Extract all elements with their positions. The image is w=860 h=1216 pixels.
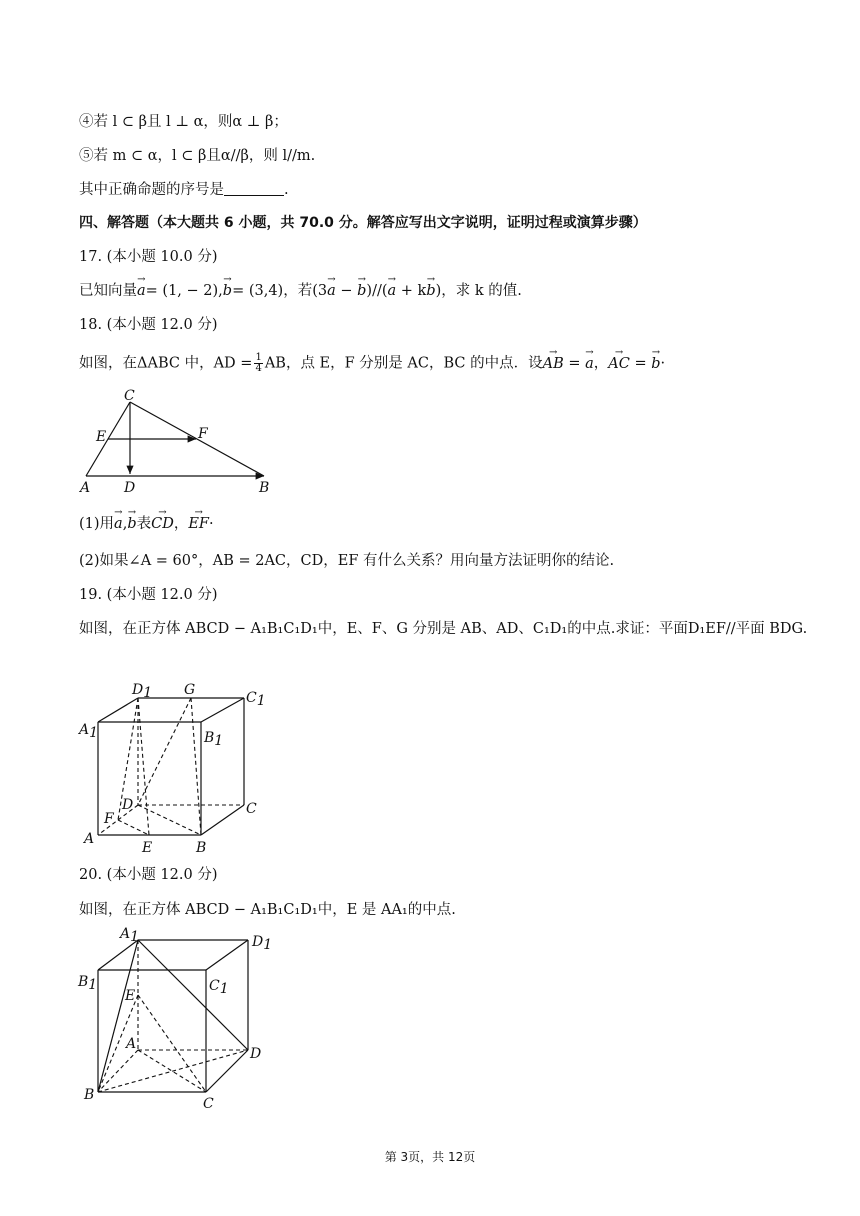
cube-figure-q20 <box>76 922 276 1112</box>
triangle-figure <box>76 386 286 496</box>
part1-comma: , <box>122 516 128 532</box>
vector-a-2: → a <box>327 281 336 301</box>
label-a: A <box>84 831 95 847</box>
part1-a: (1)用 <box>79 516 115 532</box>
q17-text-c: = (3,4)，若(3 <box>232 283 328 299</box>
vector-a: → a <box>137 281 146 301</box>
q17-text-a: 已知向量 <box>79 283 137 299</box>
q18-stem-a: 如图，在ΔABC 中，AD = <box>79 355 253 372</box>
label-c1: C1 <box>246 690 266 709</box>
vector-a-3: → a <box>388 281 397 301</box>
q18-stem-b: AB，点 E，F 分别是 AC，BC 的中点．设 <box>264 355 543 372</box>
fill-blank-prompt <box>79 180 289 200</box>
label-e: E <box>96 429 107 445</box>
part1-vector-a: → a <box>114 514 123 534</box>
vector-ac: → AC <box>608 354 630 374</box>
label-g: G <box>184 682 196 698</box>
q17-text <box>79 281 522 301</box>
page-footer: 第 3页，共 12页 <box>384 1150 476 1164</box>
q18-sep: ， <box>593 355 609 372</box>
label-d1: D1 <box>252 934 273 953</box>
q18-header: 18. (本小题 12.0 分) <box>79 317 218 333</box>
label-a1: A1 <box>79 722 99 741</box>
part1-vector-b: → b <box>127 514 136 534</box>
q17-header: 17. (本小题 10.0 分) <box>79 249 218 265</box>
q18-eq1: = <box>563 355 586 372</box>
fill-prompt-text: 其中正确命题的序号是 <box>79 182 224 198</box>
q18-eq2: = <box>629 355 652 372</box>
vector-ab: → AB <box>543 354 564 374</box>
q19-header: 19. (本小题 12.0 分) <box>79 587 218 603</box>
q18-part1 <box>79 514 214 534</box>
vector-b: → b <box>223 281 232 301</box>
label-b: B <box>196 840 207 856</box>
label-b1: B1 <box>204 730 224 749</box>
label-d1: D1 <box>132 682 153 701</box>
q18-dot: · <box>660 355 666 372</box>
q20-text: 如图，在正方体 ABCD − A₁B₁C₁D₁中，E 是 AA₁的中点. <box>79 902 456 918</box>
q18-part2: (2)如果∠A = 60°，AB = 2AC，CD，EF 有什么关系？用向量方法证明你的结论. <box>79 553 615 569</box>
frac-den: 4 <box>255 363 262 374</box>
vector-b-2: → b <box>357 281 366 301</box>
proposition-5: ⑤若 m ⊂ α，l ⊂ β且α//β，则 l//m. <box>79 148 316 164</box>
label-a: A <box>80 480 91 496</box>
label-b1: B1 <box>78 974 98 993</box>
label-e: E <box>142 840 153 856</box>
label-d: D <box>122 797 134 813</box>
vector-b-def: → b <box>651 354 660 374</box>
q17-text-f: + k <box>396 283 427 299</box>
frac-num: 1 <box>255 352 262 363</box>
part1-vector-cd: → CD <box>151 514 174 534</box>
label-b: B <box>84 1087 95 1103</box>
part1-vector-ef: → EF <box>188 514 209 534</box>
label-a: A <box>126 1036 137 1052</box>
label-c: C <box>246 801 257 817</box>
label-e: E <box>125 988 136 1004</box>
label-f: F <box>198 426 208 442</box>
cube-figure-q19 <box>76 680 276 858</box>
q17-text-b: = (1, − 2), <box>145 283 223 299</box>
q18-stem <box>79 353 665 374</box>
part1-c: ， <box>173 516 189 532</box>
fraction-one-quarter <box>254 353 262 374</box>
label-c: C <box>124 388 135 404</box>
label-c: C <box>203 1096 214 1112</box>
label-d: D <box>250 1046 262 1062</box>
label-d: D <box>124 480 136 496</box>
label-c1: C1 <box>209 978 229 997</box>
label-f: F <box>104 811 114 827</box>
label-a1: A1 <box>120 926 140 945</box>
part1-d: · <box>209 516 214 532</box>
proposition-4: ④若 l ⊂ β且 l ⊥ α，则α ⊥ β； <box>79 114 288 130</box>
section-heading: 四、解答题（本大题共 6 小题，共 70.0 分。解答应写出文字说明，证明过程或演算步骤） <box>79 215 647 231</box>
label-b: B <box>259 480 270 496</box>
fill-prompt-end: . <box>284 182 289 198</box>
q20-header: 20. (本小题 12.0 分) <box>79 867 218 883</box>
part1-b: 表 <box>136 516 152 532</box>
vector-a-def: → a <box>585 354 594 374</box>
answer-blank[interactable] <box>224 181 284 196</box>
q19-text: 如图，在正方体 ABCD − A₁B₁C₁D₁中，E、F、G 分别是 AB、AD、C₁D₁的中点.求证：平面D₁EF//平面 BDG. <box>79 621 808 637</box>
q17-text-g: )，求 k 的值. <box>435 283 522 299</box>
vector-b-3: → b <box>426 281 435 301</box>
q17-text-e: )//( <box>366 283 388 299</box>
q17-text-d: − <box>335 283 358 299</box>
